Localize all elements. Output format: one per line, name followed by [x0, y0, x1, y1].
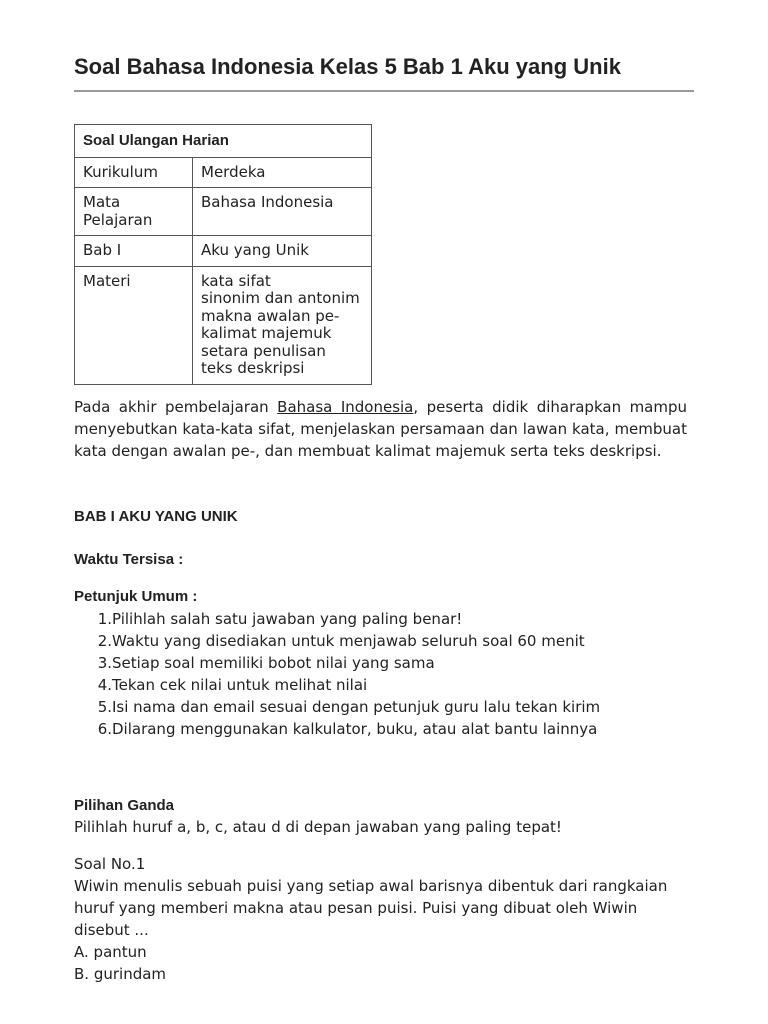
info-key: Mata Pelajaran	[75, 188, 193, 236]
answer-option-b[interactable]	[74, 963, 166, 985]
list-number: 4.	[97, 676, 112, 694]
materi-item: kata sifat	[201, 271, 271, 290]
info-value: Aku yang Unik	[193, 236, 372, 267]
info-row-bab	[75, 236, 372, 267]
bahasa-indonesia-link[interactable]: Bahasa Indonesia	[277, 398, 414, 416]
multiple-choice-instruction: Pilihlah huruf a, b, c, atau d di depan jawaban yang paling tepat!	[74, 818, 562, 836]
materi-item: makna awalan pe-	[201, 306, 340, 325]
info-table-header: Soal Ulangan Harian	[75, 125, 372, 158]
materi-item: teks deskripsi	[201, 359, 305, 377]
page-title: Soal Bahasa Indonesia Kelas 5 Bab 1 Aku yang Unik	[74, 54, 621, 79]
list-text: Setiap soal memiliki bobot nilai yang sama	[112, 654, 435, 672]
list-item	[74, 630, 600, 652]
list-number: 3.	[97, 654, 112, 672]
intro-text-start: Pada akhir pembelajaran	[74, 398, 278, 416]
info-row-mata-pelajaran	[75, 188, 372, 236]
multiple-choice-heading: Pilihan Ganda	[74, 797, 175, 814]
option-text: pantun	[93, 943, 147, 961]
list-item	[74, 674, 600, 696]
option-letter: B.	[74, 965, 90, 983]
info-value: Merdeka	[193, 157, 372, 188]
info-key: Kurikulum	[75, 157, 193, 188]
option-text: gurindam	[93, 965, 167, 983]
list-text: Waktu yang disediakan untuk menjawab seluruh soal 60 menit	[112, 632, 585, 650]
info-key: Materi	[75, 266, 193, 384]
intro-text-end: , peserta didik diharapkan mampu menyebutkan kata-kata sifat, menjelaskan persamaan dan lawan kata, membuat kata dengan awalan pe-, dan membuat kalimat majemuk serta teks deskripsi.	[74, 398, 688, 460]
title-divider	[74, 90, 694, 92]
list-text: Dilarang menggunakan kalkulator, buku, atau alat bantu lainnya	[112, 720, 598, 738]
instructions-list	[74, 608, 600, 740]
list-number: 6.	[97, 720, 112, 738]
list-number: 1.	[97, 610, 112, 628]
list-item	[74, 696, 600, 718]
info-table	[74, 124, 372, 385]
list-text: Isi nama dan email sesuai dengan petunjuk guru lalu tekan kirim	[112, 698, 601, 716]
time-remaining-label: Waktu Tersisa :	[74, 551, 184, 568]
list-number: 5.	[97, 698, 112, 716]
chapter-heading: BAB I AKU YANG UNIK	[74, 508, 238, 525]
materi-item: kalimat majemuk	[201, 324, 332, 342]
list-text: Pilihlah salah satu jawaban yang paling benar!	[112, 610, 463, 628]
option-letter: A.	[74, 943, 89, 961]
answer-option-a[interactable]	[74, 941, 147, 963]
materi-item: setara penulisan	[201, 341, 326, 360]
info-table-header-row	[75, 125, 372, 158]
question-text: Wiwin menulis sebuah puisi yang setiap awal barisnya dibentuk dari rangkaian huruf yang memberi makna atau pesan puisi. Puisi yang dibuat oleh Wiwin disebut ...	[74, 877, 668, 939]
info-value-list	[193, 266, 372, 384]
info-row-kurikulum	[75, 157, 372, 188]
general-instructions-heading: Petunjuk Umum :	[74, 588, 198, 605]
intro-paragraph	[74, 396, 687, 462]
info-key: Bab I	[75, 236, 193, 267]
info-row-materi	[75, 266, 372, 384]
question-number: Soal No.1	[74, 855, 146, 873]
info-value: Bahasa Indonesia	[193, 188, 372, 236]
list-text: Tekan cek nilai untuk melihat nilai	[112, 676, 368, 694]
list-item	[74, 718, 600, 740]
materi-item: sinonim dan antonim	[201, 289, 360, 307]
list-item	[74, 652, 600, 674]
list-number: 2.	[97, 632, 112, 650]
list-item	[74, 608, 600, 630]
